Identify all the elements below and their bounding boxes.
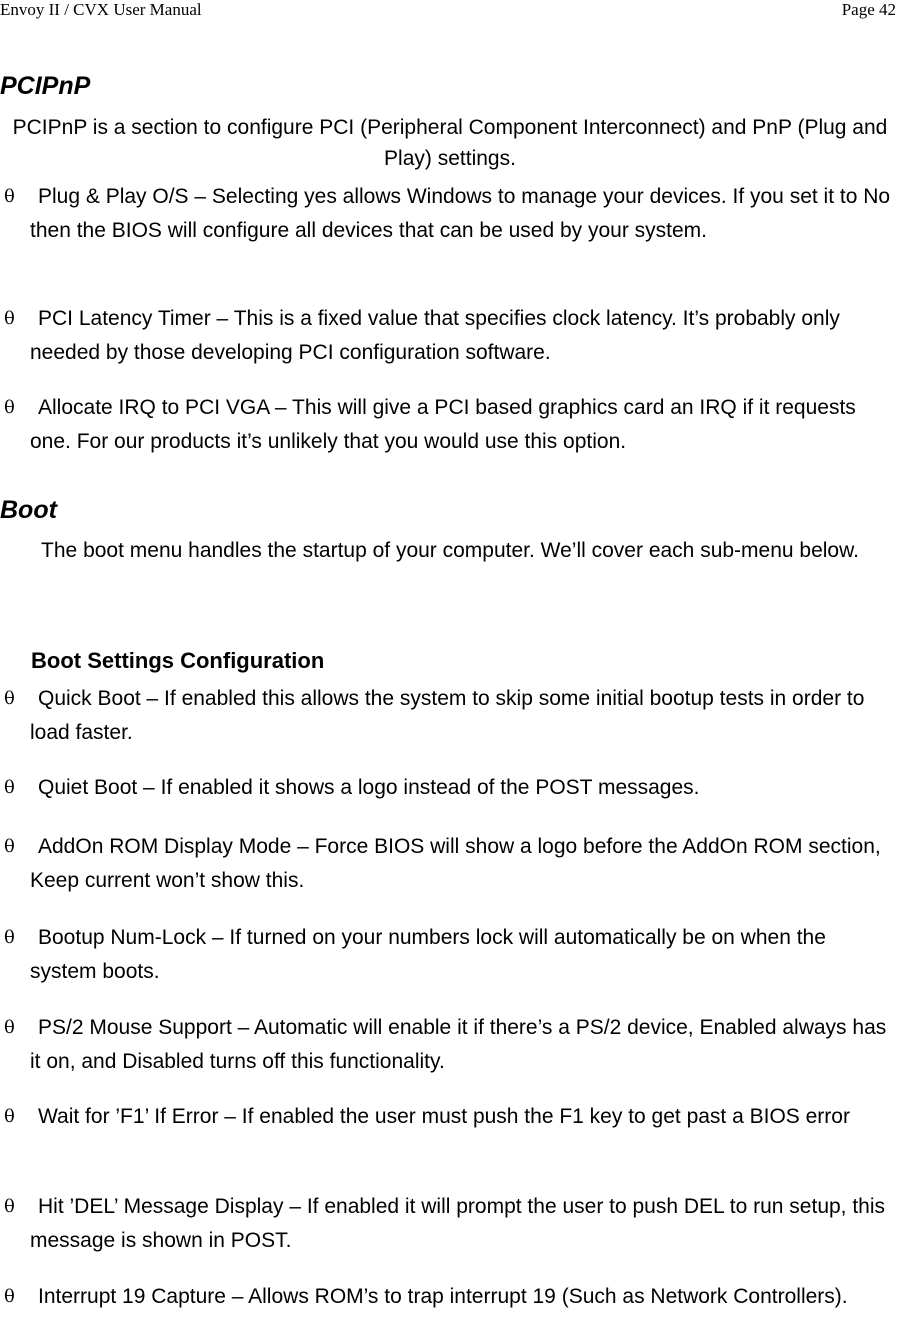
list-item-text: Quiet Boot – If enabled it shows a logo instead of the POST messages. bbox=[38, 776, 700, 799]
list-item bbox=[4, 921, 894, 989]
bullet-icon: θ bbox=[4, 1286, 15, 1307]
list-item-text: Quick Boot – If enabled this allows the system to skip some initial bootup tests in order to load faster. bbox=[30, 687, 865, 744]
list-item bbox=[4, 1011, 894, 1079]
list-item bbox=[4, 830, 894, 898]
bullet-icon: θ bbox=[4, 308, 15, 329]
list-item bbox=[4, 1100, 894, 1134]
bullet-icon: θ bbox=[4, 1106, 15, 1127]
pcipnp-intro: PCIPnP is a section to configure PCI (Peripheral Component Interconnect) and PnP (Plug and Play) settings. bbox=[12, 116, 888, 170]
bullet-icon: θ bbox=[4, 777, 15, 798]
bullet-icon: θ bbox=[4, 397, 15, 418]
subsection-title-boot-settings: Boot Settings Configuration bbox=[31, 648, 325, 673]
list-item-text: Wait for ’F1’ If Error – If enabled the user must push the F1 key to get past a BIOS error bbox=[38, 1105, 850, 1128]
bullet-icon: θ bbox=[4, 836, 15, 857]
list-item-text: PS/2 Mouse Support – Automatic will enable it if there’s a PS/2 device, Enabled always has it on, and Disabled turns off this functionality. bbox=[30, 1016, 887, 1073]
list-item-text: PCI Latency Timer – This is a fixed value that specifies clock latency. It’s probably only needed by those developing PCI configuration software. bbox=[30, 307, 840, 364]
bullet-icon: θ bbox=[4, 688, 15, 709]
list-item-text: AddOn ROM Display Mode – Force BIOS will show a logo before the AddOn ROM section, Keep current won’t show this. bbox=[30, 835, 881, 892]
list-item-text: Allocate IRQ to PCI VGA – This will give a PCI based graphics card an IRQ if it requests one. For our products it’s unlikely that you would use this option. bbox=[30, 396, 856, 453]
boot-intro: The boot menu handles the startup of your computer. We’ll cover each sub-menu below. bbox=[41, 539, 859, 562]
bullet-icon: θ bbox=[4, 1017, 15, 1038]
section-title-boot: Boot bbox=[0, 496, 57, 524]
manual-title: Envoy II / CVX User Manual bbox=[0, 0, 202, 19]
list-item-text: Bootup Num-Lock – If turned on your numbers lock will automatically be on when the system boots. bbox=[30, 926, 826, 983]
list-item bbox=[4, 391, 894, 459]
list-item bbox=[4, 302, 894, 370]
list-item-text: Plug & Play O/S – Selecting yes allows Windows to manage your devices. If you set it to No then the BIOS will configure all devices that can be used by your system. bbox=[30, 185, 891, 242]
section-title-pcipnp: PCIPnP bbox=[0, 72, 91, 100]
list-item bbox=[4, 771, 894, 805]
bullet-icon: θ bbox=[4, 186, 15, 207]
bullet-icon: θ bbox=[4, 927, 15, 948]
list-item bbox=[4, 180, 894, 248]
page-number: Page 42 bbox=[841, 0, 896, 19]
list-item bbox=[4, 682, 894, 750]
list-item-text: Hit ’DEL’ Message Display – If enabled it will prompt the user to push DEL to run setup, this message is shown in POST. bbox=[30, 1195, 886, 1252]
list-item bbox=[4, 1280, 894, 1314]
bullet-icon: θ bbox=[4, 1196, 15, 1217]
list-item-text: Interrupt 19 Capture – Allows ROM’s to trap interrupt 19 (Such as Network Controllers). bbox=[38, 1285, 848, 1308]
list-item bbox=[4, 1190, 894, 1258]
page-header bbox=[0, 0, 898, 24]
